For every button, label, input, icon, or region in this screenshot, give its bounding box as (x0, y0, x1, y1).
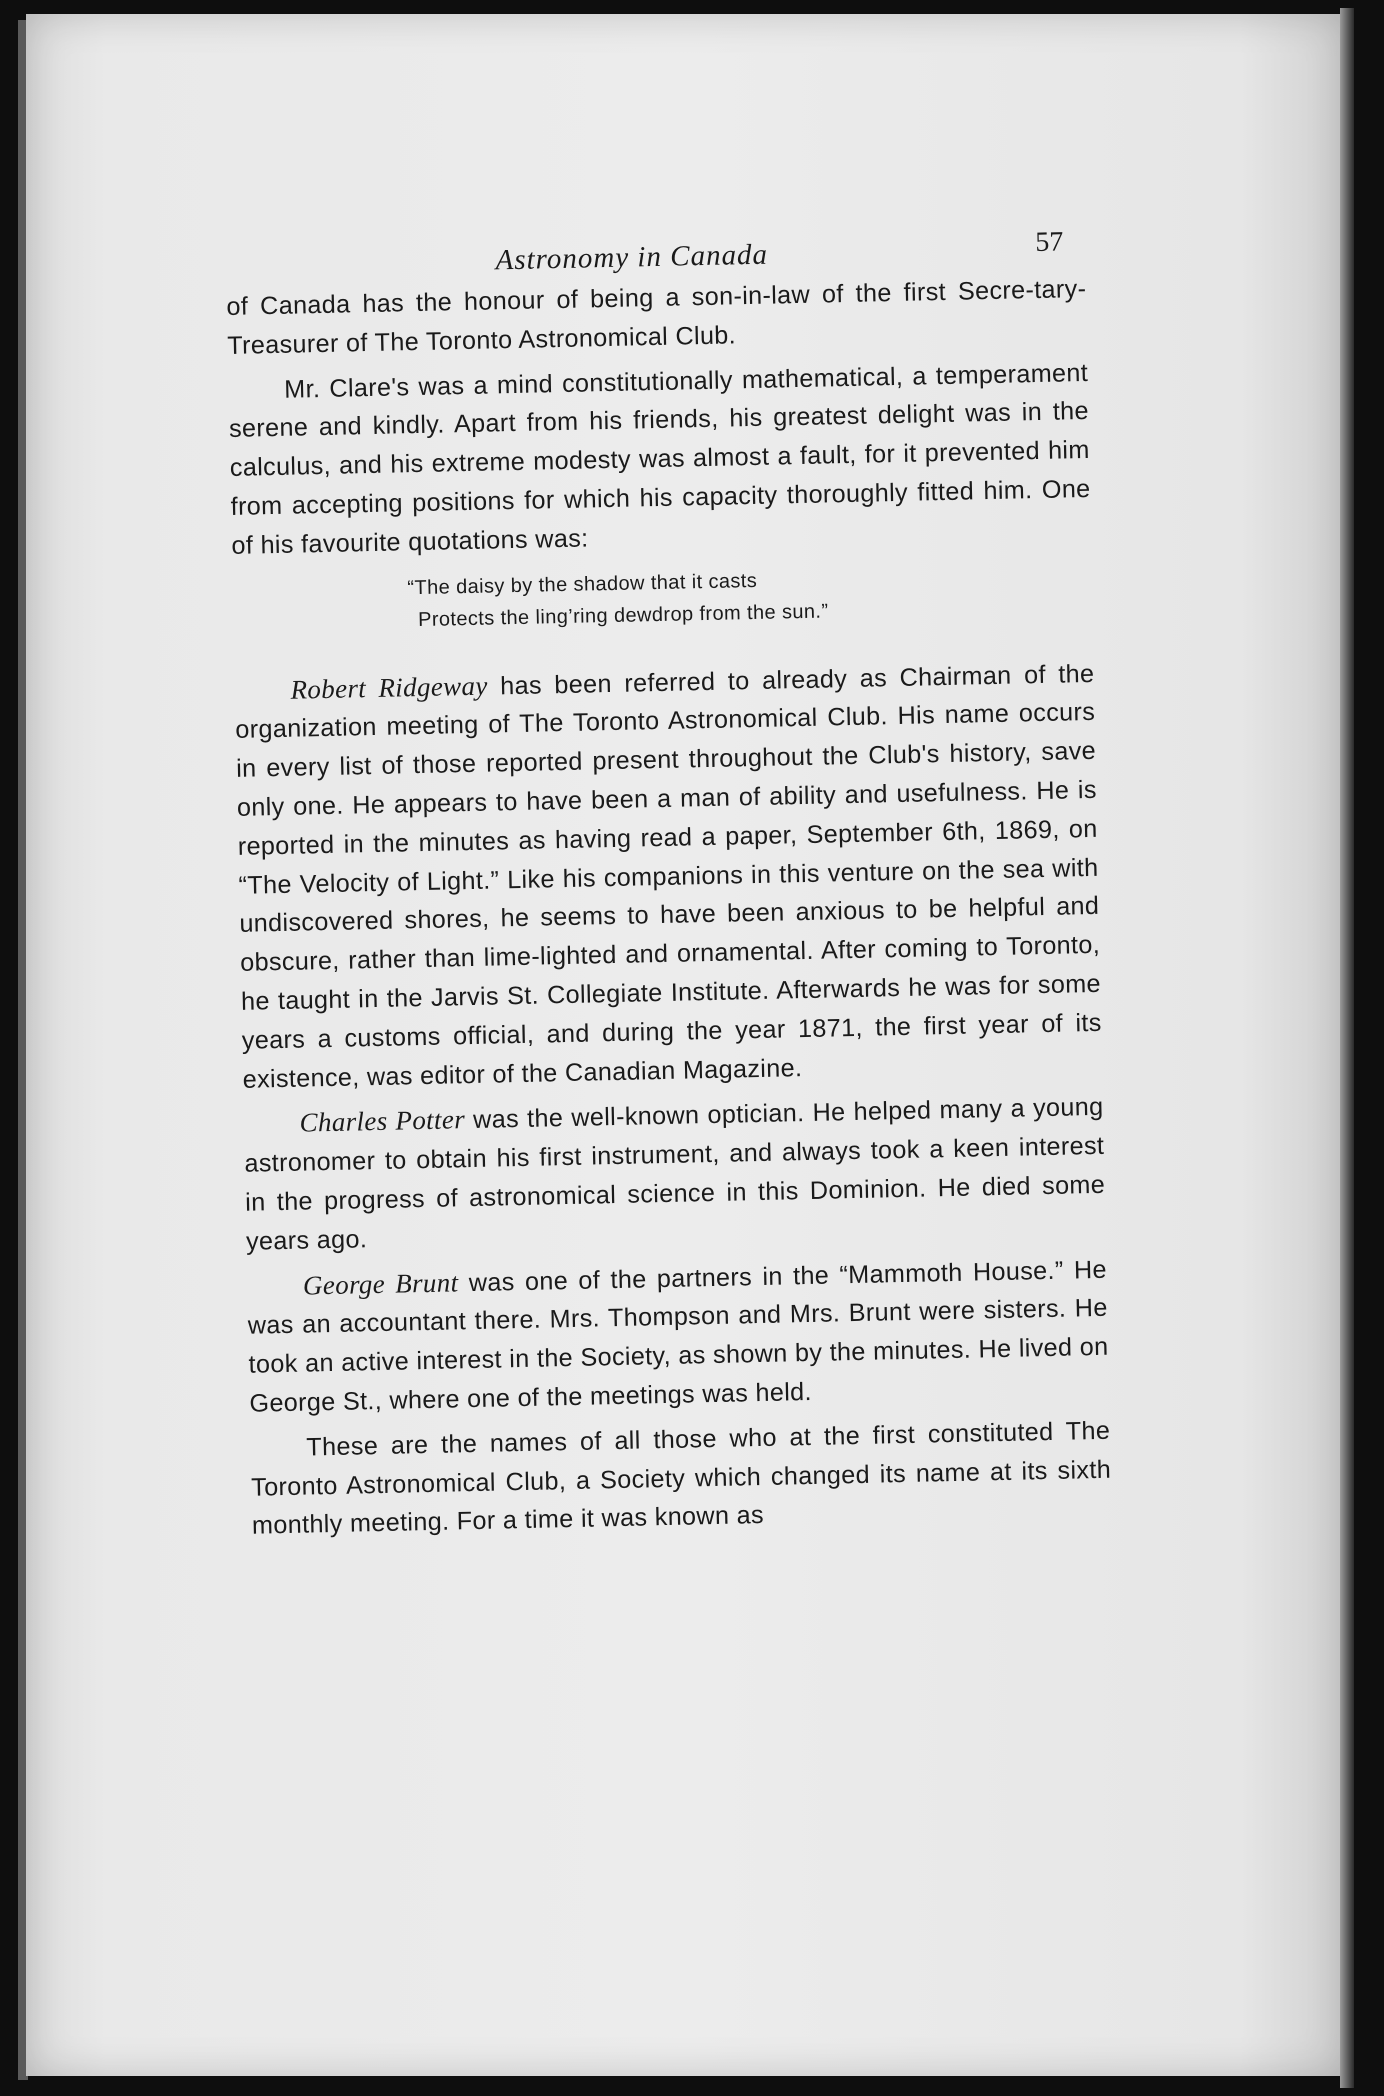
page-number: 57 (1034, 226, 1064, 259)
running-title: Astronomy in Canada (495, 238, 769, 277)
paragraph-continuation: of Canada has the honour of being a son-in-law of the first Secre-tary-Treasurer of The Toronto Astronomical Club. (226, 274, 1087, 360)
text-block (225, 218, 1112, 1552)
paragraph-robert-ridgeway (234, 653, 1103, 1099)
quotation-line-1: “The daisy by the shadow that it casts (407, 569, 758, 599)
paragraph-text: has been referred to already as Chairman of the organization meeting of The Toronto Astronomical Club. His name occurs in every list of those reported present throughout the Club's history, save only one. He appears to have been a man of ability and usefulness. He is reported in the minutes as having read a paper, September 6th, 1869, on “The Velocity of Light.” Like his companions in this venture on the sea with undiscovered shores, he seems to have been anxious to be helpful and obscure, rather than lime-lighted and ornamental. After coming to Toronto, he taught in the Jarvis St. Collegiate Institute. Afterwards he was for some years a customs official, and during the year 1871, the first year of its existence, was editor of the Canadian Magazine. (235, 659, 1102, 1094)
person-name-charles-potter: Charles Potter (299, 1104, 466, 1138)
page-right-edge (1340, 8, 1354, 2088)
paragraph-text: was one of the partners in the “Mammoth House.” He was an accountant there. Mrs. Thompson and Mrs. Brunt were sisters. He took an active interest in the Society, as shown by the minutes. He lived on George St., where one of the meetings was held. (247, 1255, 1109, 1418)
paragraph-text: was the well-known optician. He helped many a young astronomer to obtain his first instrument, and always took a keen interest in the progress of astronomical science in this Dominion. He died some years ago. (244, 1093, 1106, 1256)
paragraph-mr-clare: Mr. Clare's was a mind constitutionally mathematical, a temperament serene and kindly. Apart from his friends, his greatest delight was in the calculus, and his extreme modesty was almost a fault, for it prevented him from accepting positions for which his capacity thoroughly fitted him. One of his favourite quotations was: (228, 358, 1091, 560)
person-name-george-brunt: George Brunt (302, 1266, 459, 1301)
paragraph-charles-potter (243, 1087, 1106, 1261)
quotation (407, 557, 1093, 635)
paragraph-closing: These are the names of all those who at the first constituted The Toronto Astronomical Club, a Society which changed its name at its sixth monthly meeting. For a time it was known as (250, 1416, 1112, 1541)
paragraph-george-brunt (247, 1249, 1110, 1423)
person-name-robert-ridgeway: Robert Ridgeway (290, 670, 488, 705)
quotation-line-2: Protects the ling’ring dewdrop from the sun.” (417, 600, 829, 631)
